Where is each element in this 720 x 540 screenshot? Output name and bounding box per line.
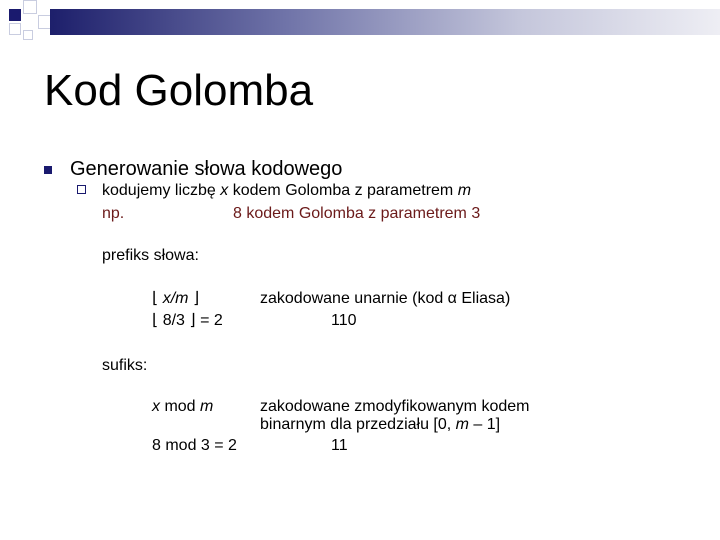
suffix-formula: x mod m — [152, 398, 214, 415]
main-bullet-text: Generowanie słowa kodowego — [70, 158, 343, 180]
slide-title: Kod Golomba — [44, 66, 314, 115]
prefix-formula: ⌊ x/m ⌋ — [152, 290, 200, 307]
suffix-example-formula: 8 mod 3 = 2 — [152, 437, 237, 454]
prefix-description: zakodowane unarnie (kod α Eliasa) — [260, 290, 511, 307]
suffix-value: 11 — [331, 437, 348, 454]
prefix-value: 110 — [331, 312, 357, 329]
prefix-example-formula: ⌊ 8/3 ⌋ = 2 — [152, 312, 223, 329]
hollow-square-bullet-icon — [77, 185, 86, 194]
corner-square-dark — [9, 9, 21, 21]
corner-square-light — [23, 0, 37, 14]
example-np-label: np. — [102, 205, 125, 222]
corner-square-light — [23, 30, 33, 40]
suffix-description-line2: binarnym dla przedziału [0, m – 1] — [260, 416, 501, 433]
header-gradient-bar — [50, 9, 720, 35]
corner-square-light — [9, 23, 21, 35]
square-bullet-icon — [44, 166, 52, 174]
suffix-description-line1: zakodowane zmodyfikowanym kodem — [260, 398, 530, 415]
suffix-label: sufiks: — [102, 357, 148, 374]
sub-bullet-line1: kodujemy liczbę x kodem Golomba z parametrem m — [102, 182, 472, 199]
example-text: 8 kodem Golomba z parametrem 3 — [233, 205, 481, 222]
prefix-label: prefiks słowa: — [102, 247, 199, 264]
